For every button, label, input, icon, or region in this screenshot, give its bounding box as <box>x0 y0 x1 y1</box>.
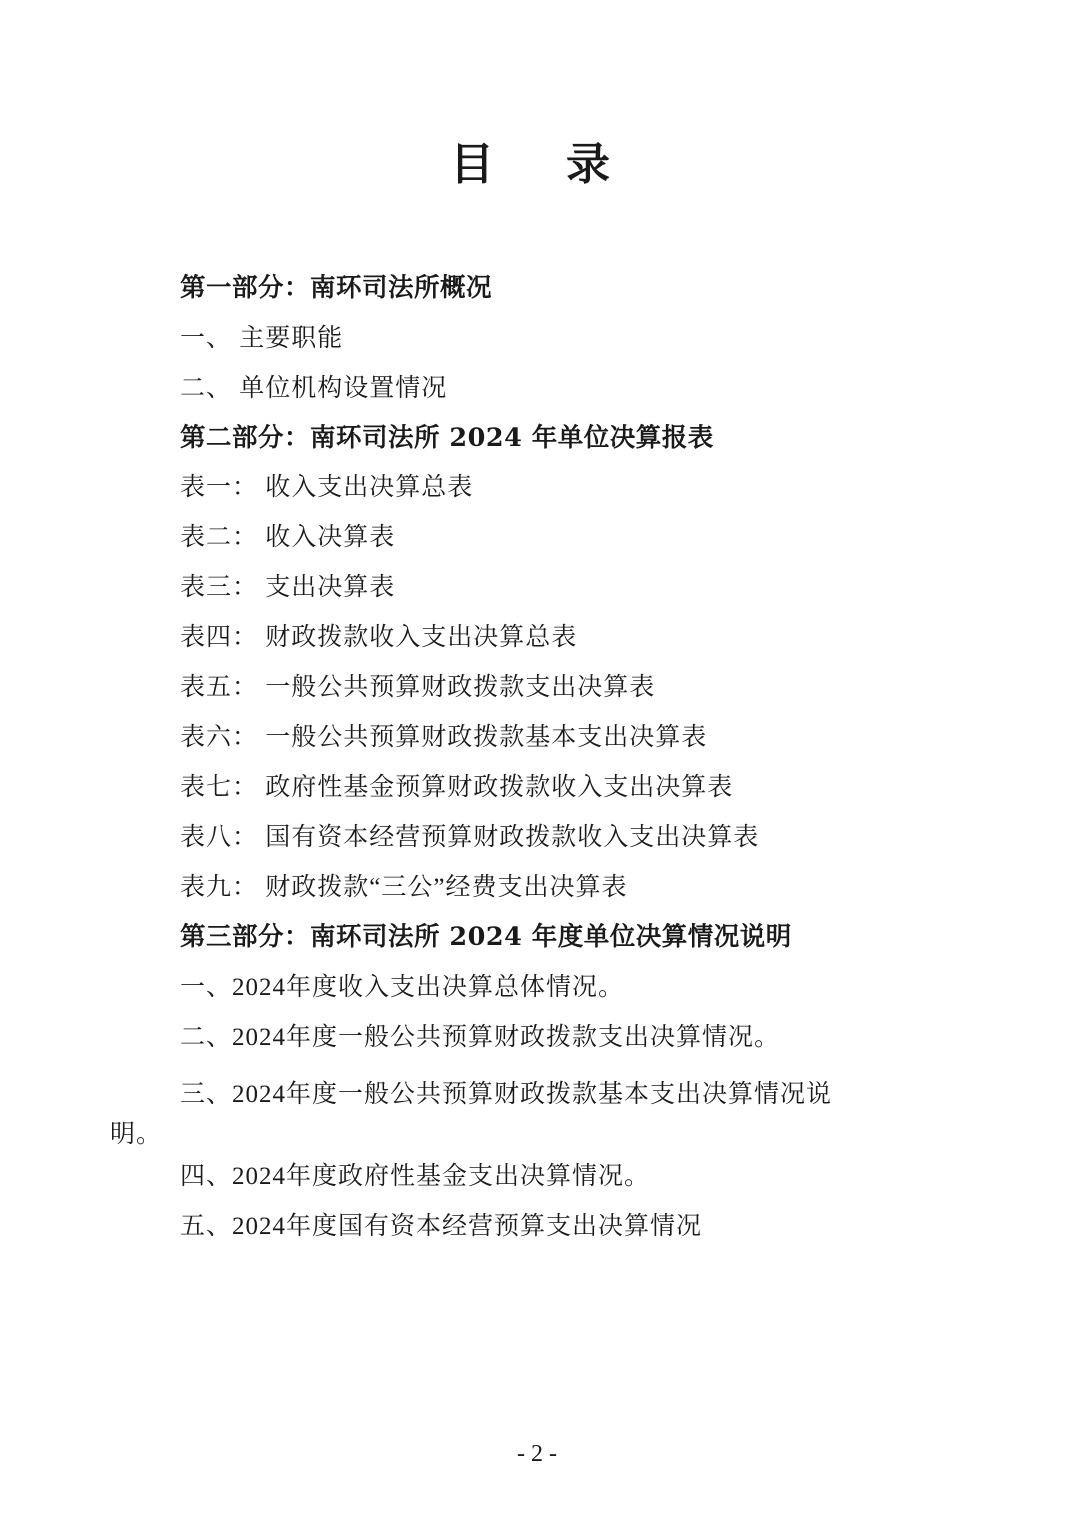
toc-entry-table-1[interactable] <box>180 475 954 500</box>
toc-entry-3-4[interactable] <box>180 1164 954 1189</box>
toc-entry-table-6[interactable] <box>180 725 954 750</box>
toc-entry-label: 三、2024年度一般公共预算财政拨款基本支出决算情况说 <box>180 1080 833 1108</box>
toc-entry-1-2[interactable] <box>180 376 954 401</box>
toc-entry-label-continuation: 明。 <box>110 1121 163 1148</box>
toc-entry-3-1[interactable] <box>180 975 954 1000</box>
toc-entry-3-5[interactable] <box>180 1214 954 1239</box>
toc-entry-table-9[interactable] <box>180 875 954 900</box>
toc-entry-table-2[interactable] <box>180 525 954 550</box>
page-title: 目 录 <box>450 139 624 190</box>
toc-entry-label: 第二部分：南环司法所 2024 年单位决算报表 <box>180 422 714 453</box>
toc-entry-label: 一、 主要职能 <box>180 324 344 352</box>
toc-entry-label: 表一： 收入支出决算总表 <box>180 474 474 501</box>
toc-entry-label: 二、 单位机构设置情况 <box>180 374 448 402</box>
toc-entry-label: 表四： 财政拨款收入支出决算总表 <box>180 624 578 651</box>
toc-entry-table-3[interactable] <box>180 575 954 600</box>
toc-entry-label: 表五： 一般公共预算财政拨款支出决算表 <box>180 674 656 701</box>
toc-entry-table-7[interactable] <box>180 775 954 800</box>
toc-entry-label: 四、2024年度政府性基金支出决算情况。 <box>180 1162 651 1190</box>
toc-entry-part-2[interactable] <box>180 422 954 453</box>
toc-entry-label: 第三部分：南环司法所 2024 年度单位决算情况说明 <box>180 922 792 952</box>
toc-entry-label: 一、2024年度收入支出决算总体情况。 <box>180 973 625 1001</box>
toc-entry-3-3[interactable] <box>110 1075 954 1156</box>
toc-entry-part-1[interactable] <box>180 273 954 303</box>
table-of-contents <box>0 273 1074 1240</box>
toc-entry-3-2[interactable] <box>180 1025 954 1050</box>
toc-entry-1-1[interactable] <box>180 326 954 351</box>
toc-entry-part-3[interactable] <box>180 922 954 952</box>
toc-entry-label: 表七： 政府性基金预算财政拨款收入支出决算表 <box>180 774 734 801</box>
toc-entry-label: 表二： 收入决算表 <box>180 524 396 551</box>
toc-entry-label: 五、2024年度国有资本经营预算支出决算情况 <box>180 1212 703 1240</box>
toc-entry-label: 表八： 国有资本经营预算财政拨款收入支出决算表 <box>180 824 760 851</box>
page-number: - 2 - <box>517 1441 557 1467</box>
toc-entry-label: 表九： 财政拨款“三公”经费支出决算表 <box>180 874 628 901</box>
toc-entry-table-4[interactable] <box>180 625 954 650</box>
toc-entry-label: 表三： 支出决算表 <box>180 574 396 601</box>
toc-entry-table-8[interactable] <box>180 825 954 850</box>
toc-entry-table-5[interactable] <box>180 675 954 700</box>
toc-entry-label: 第一部分：南环司法所概况 <box>180 273 493 303</box>
toc-entry-label: 表六： 一般公共预算财政拨款基本支出决算表 <box>180 724 708 751</box>
toc-entry-label: 二、2024年度一般公共预算财政拨款支出决算情况。 <box>180 1023 781 1051</box>
